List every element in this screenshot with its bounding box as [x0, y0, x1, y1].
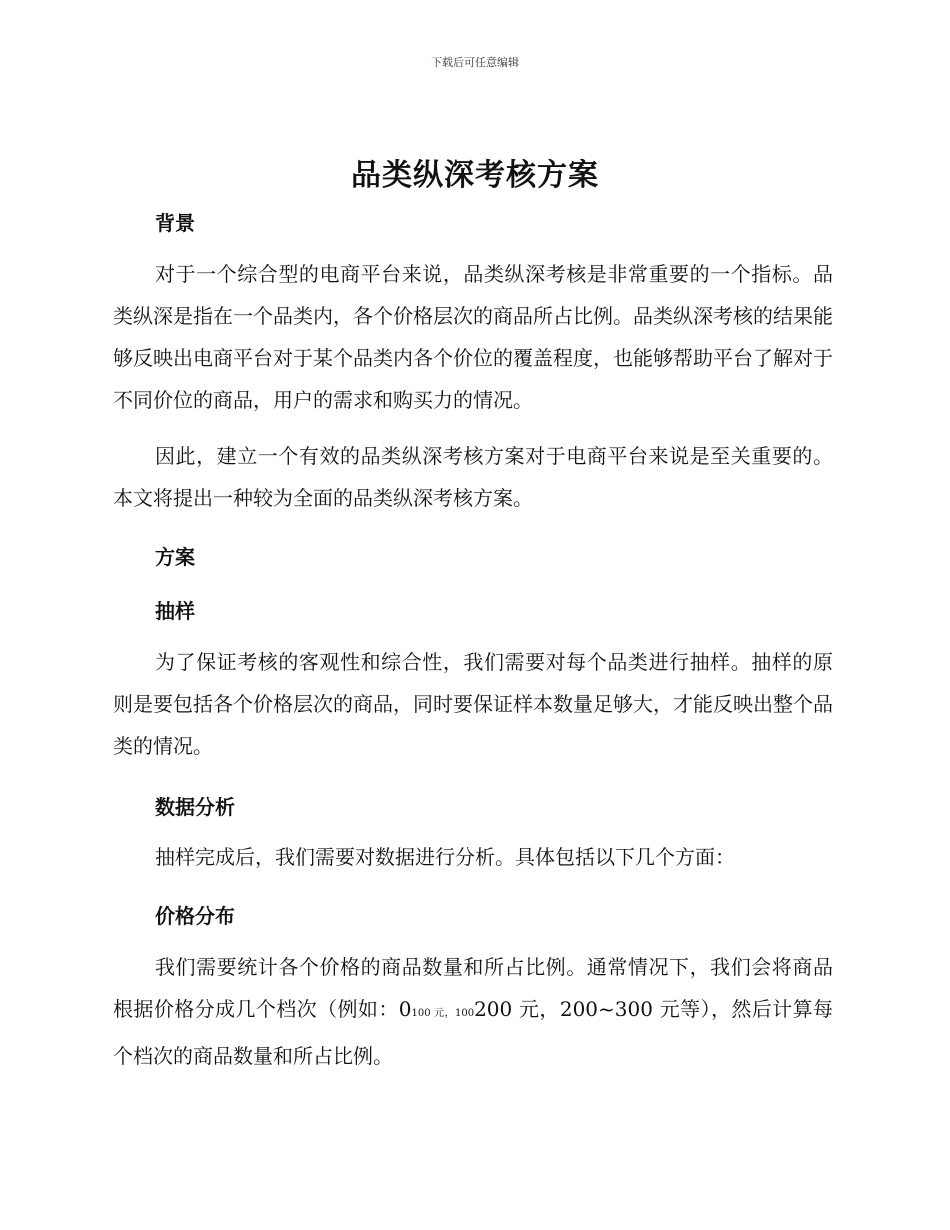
- heading-sampling: 抽样: [155, 599, 195, 623]
- document-title: 品类纵深考核方案: [351, 158, 599, 193]
- heading-background: 背景: [155, 211, 195, 235]
- price-text-a: 我们需要统计各个价格的商品数量和所占比例。通常情况下，我们会将商品根据价格分成几个档次（例如：0: [113, 955, 833, 1021]
- heading-price-distribution: 价格分布: [155, 904, 235, 928]
- paragraph-background-1: 对于一个综合型的电商平台来说，品类纵深考核是非常重要的一个指标。品类纵深是指在一个品类内，各个价格层次的商品所占比例。品类纵深考核的结果能够反映出电商平台对于某个品类内各个价位的覆盖程度，也能够帮助平台了解对于不同价位的商品，用户的需求和购买力的情况。: [113, 262, 833, 412]
- price-text-b: 200 元，200~300 元等），然后计算每个档次的商品数量和所占比例。: [113, 997, 833, 1068]
- heading-plan: 方案: [155, 545, 195, 569]
- paragraph-price-distribution: [113, 946, 833, 1077]
- header-note: 下载后可任意编辑: [431, 56, 519, 69]
- price-text-subscript: 100 元，100: [411, 1008, 475, 1019]
- paragraph-sampling: 为了保证考核的客观性和综合性，我们需要对每个品类进行抽样。抽样的原则是要包括各个价格层次的商品，同时要保证样本数量足够大，才能反映出整个品类的情况。: [113, 650, 833, 758]
- paragraph-data-analysis: 抽样完成后，我们需要对数据进行分析。具体包括以下几个方面：: [155, 845, 735, 869]
- paragraph-background-2: 因此，建立一个有效的品类纵深考核方案对于电商平台来说是至关重要的。本文将提出一种较为全面的品类纵深考核方案。: [113, 444, 833, 510]
- heading-data-analysis: 数据分析: [155, 795, 235, 819]
